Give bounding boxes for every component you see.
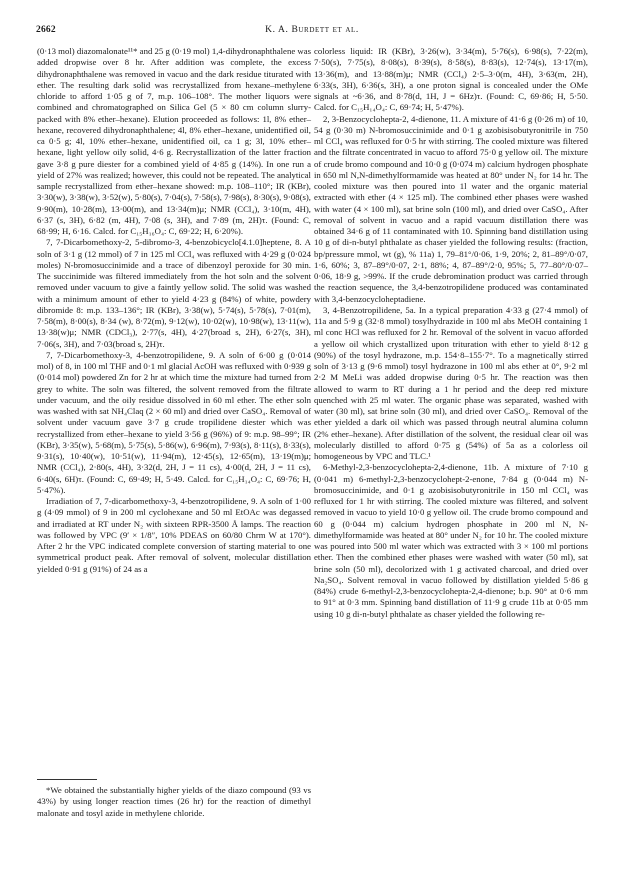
paragraph: 7, 7-Dicarbomethoxy-2, 5-dibromo-3, 4-benzobicyclo[4.1.0]heptene, 8. A soln of 3·1 g (12 mmol) of 7 in 125 ml CCl₄ was refluxed with 4·29 g (0·024 moles) N-bromosuccinimide and a trace of dibenzoyl peroxide for 30 min. The succinimide was filtered immediately from the hot soln and the solvent removed under vacuum to give a faintly yellow solid. The solid was washed with a minimum amount of ether to yield 4·23 g (84%) of white, powdery dibromide 8: m.p. 133–136°; IR (KBr), 3·38(w), 5·74(s), 5·78(s), 7·01(m), 7·58(m), 8·00(s), 8·34 (w), 8·72(m), 9·12(w), 10·02(w), 10·98(w), 13·11(w), 13·38(w)μ; NMR (CDCl₃), 2·77(s, 4H), 4·27(broad s, 2H), 6·27(s, 3H), 7·06(s, 3H), and 7·03(broad s, 2H)τ. [37,237,311,349]
paragraph: 6-Methyl-2,3-benzocyclohepta-2,4-dienone, 11b. A mixture of 7·10 g (0·041 m) 6-methyl-2,3-benzocyclohept-2-enone, 7·84 g (0·044 m) N-bromosuccinimide, and 0·1 g azobisisobutyronitrile in 150 ml CCl₄ was refluxed for 1 hr with stirring. The cooled mixture was filtered, and solvent removed in vacuo to yield 10·0 g yellow oil. The crude bromo compound and 60 g (0·044 m) calcium hydrogen phosphate in 200 ml N, N-dimethylformamide was heated at 80° under N₂ for 10 hr. The cooled mixture was poured into 500 ml water which was extracted with 3 × 100 ml portions ether. Then the combined ether phases were washed with water (50 ml), sat brine soln (50 ml), decolorized with 1 g activated charcoal, and dried over Na₂SO₄. Solvent removal in vacuo followed by distillation yielded 5·86 g (84%) crude 6-methyl-2,3-benzocyclohepta-2,4-dienone; b.p. 90° at 0·6 mm to 91° at 0·3 mm. Spinning band distillation of 11·9 g crude 11b at 0·05 mm using 10 g di-n-butyl phthalate as chaser yielded the following re- [314,462,588,619]
paragraph: colorless liquid: IR (KBr), 3·26(w), 3·34(m), 5·76(s), 6·98(s), 7·22(m), 7·50(s), 7·75(s), 8·08(s), 8·39(s), 8·58(s), 8·83(s), 12·74(s), 13·17(m), 13·36(m), and 13·88(m)μ; NMR (CCl₄) 2·5–3·0(m, 4H), 3·63(m, 2H), 6·33(s, 3H), 6·36(s, 3H), a one proton signal is concealed under the OMe signals at ~6·36, and 8·78(d, 1H, J = 6Hz)τ. (Found: C, 69·86; H, 5·50. Calcd. for C₁₅H₁₄O₄: C, 69·74; H, 5·47%). [314,46,588,113]
paragraph: Irradiation of 7, 7-dicarbomethoxy-3, 4-benzotropilidene, 9. A soln of 1·00 g (4·09 mmol) of 9 in 200 ml cyclohexane and 50 ml EtOAc was degassed and irradiated at RT under N₂ with sixteen RPR-3500 Å lamps. The reaction was followed by VPC (9′ × 1/8″, 10% PDEAS on 60/80 Chrm W at 170°). After 2 hr the VPC indicated complete conversion of starting material to one symmetrical product peak. After removal of solvent, molecular distillation yielded 0·91 g (91%) of 24 as a [37,496,311,574]
right-column [314,46,588,620]
footnote [37,785,311,819]
page-number: 2662 [36,25,56,35]
footnote-text: *We obtained the substantially higher yields of the diazo compound (93 vs 43%) by using longer reaction times (26 hr) for the reaction of dimethyl malonate and tosyl azide in methylene chloride. [37,785,311,818]
paragraph: 7, 7-Dicarbomethoxy-3, 4-benzotropilidene, 9. A soln of 6·00 g (0·014 mol) of 8, in 100 ml THF and 0·1 ml glacial AcOH was refluxed with 0·939 g (0·014 mol) powdered Zn for 2 hr at which time the mixture had turned from grey to white. The soln was filtered, the solvent removed from the filtrate under vacuum, and the oily residue dissolved in 60 ml ether. The ether soln was washed with sat NH₄Claq (2 × 60 ml) and dried over CaSO₄. Removal of solvent under vacuum gave 3·7 g crude tropilidene diester which was recrystallized from ether–hexane to yield 3·56 g (96%) of 9: m.p. 98–99°; IR (KBr), 3·35(w), 5·68(m), 5·75(s), 5·86(w), 6·96(m), 7·93(s), 8·11(s), 8·33(s), 9·31(s), 10·40(w), 10·51(w), 11·94(m), 12·45(s), 12·65(m), 13·19(m)μ; NMR (CCl₄), 2·80(s, 4H), 3·32(d, 2H, J = 11 cs), 4·00(d, 2H, J = 11 cs), 6·40(s, 6H)τ. (Found: C, 69·49; H, 5·49. Calcd. for C₁₅H₁₄O₄: C, 69·76; H, 5·47%). [37,349,311,495]
page-header [36,25,588,39]
left-column [37,46,311,575]
paragraph: 2, 3-Benzocycloheptа-2, 4-dienone, 11. A mixture of 41·6 g (0·26 m) of 10, 54 g (0·30 m) N-bromosuccinimide and 0·1 g azobisisobutyronitrile in 750 ml CCl₄ was refluxed for 0·5 hr with stirring. The cooled mixture was filtered and the filtrate concentrated in vacuo to afford 75·0 g yellow oil. The mixture of crude bromo compound and 10·0 g (0·074 m) calcium hydrogen phosphate in 650 ml N,N-dimethylformamide was heated at 80° under N₂ for 14 hr. The cooled mixture was then poured into 1l water and the organic material extracted with ether (4 × 125 ml). The combined ether phases were washed with water (4 × 100 ml), sat brine soln (100 ml), and dried over CaSO₄. After removal of solvent in vacuo and a rapid vacuum distillation there was obtained 34·6 g of 11 contaminated with 10. Spinning band distillation using 10 g of di-n-butyl phthalate as chaser yielded the following results: (fraction, bp/pressure mmol, wt (g), % 11a) 1, 79–81°/0·06, 1·9, 20%; 2, 81–89°/0·07, 1·6, 60%; 3, 87–89°/0·07, 2·1, 88%; 4, 87–89°/2·0, 95%; 5, 77–80°/0·07–0·06, 18·9 g, >99%. If the crude debromination product was carried through the reaction sequence, the 3,4-benzotropilidene produced was contaminated with 3,4-benzocycloheptadiene. [314,113,588,304]
paragraph: 3, 4-Benzotropilidene, 5a. In a typical preparation 4·33 g (27·4 mmol) of 11a and 5·9 g (32·8 mmol) tosylhydrazide in 100 ml abs MeOH containing 1 ml conc HCl was refluxed for 2 hr. Removal of the solvent in vacuo afforded a yellow oil which crystallized upon trituration with ether to yield 8·12 g (90%) of the tosyl hydrazone, m.p. 154·8–155·7°. To a magnetically stirred soln of 3·13 g (9·6 mmol) tosyl hydrazone in 100 ml abs ether at 0°, 9·2 ml 2·2 M MeLi was added dropwise during 0·5 hr. The reaction was then allowed to warm to RT during a 1 hr period and the deep red mixture quenched with 25 ml water. The organic phase was separated, washed with water (30 ml), sat brine soln (30 ml), and dried over CaSO₄. Removal of the ether yielded a dark oil which was passed through neutral alumina column (2% ether–hexane). After distillation of the solvent, the residual clear oil was molecularly distilled to afford 0·75 g (54%) of 5a as a colorless oil homogeneous by VPC and TLC.¹ [314,304,588,461]
paragraph: (0·13 mol) diazomalonate¹¹* and 25 g (0·19 mol) 1,4-dihydronaphthalene was added dropwise over 8 hr. After addition was complete, the excess dihydronaphthalene was removed in vacuo and the dark residue titurated with ether. The resulting dark solid was recrystallized from hexane–methylene chloride to afford 1·05 g of 7, m.p. 106–108°. The mother liquors were combined and chromatographed on Silica Gel (5 × 80 cm column slurry-packed with 8% ether–hexane). Elution proceeded as follows: 1l, 8% ether–hexane, recovered dihydronaphthalene; 4l, 8% ether–hexane, unidentified oil, ca 0·5 g; 4l, 10% ether–hexane, unidentified oil, ca 1 g; 3l, 10% ether–hexane, light yellow oily solid, 4·6 g. Recrystallization of the latter fraction gave 3·8 g pure diester for a combined yield of 4·85 g (14%). In one run a yield of 27% was realized; however, this could not be repeated. The analytical sample recrystallized from ether–hexane showed: m.p. 108–110°; IR (KBr), 3·30(w), 3·38(w), 3·52(w), 5·80(s), 7·04(s), 7·58(s), 7·98(s), 8·30(s), 9·08(s), 9·90(m), 10·28(m), 13·00(m), and 13·34(m)μ; NMR (CCl₄), 3·10(m, 4H), 6·37 (s, 3H), 6·82 (m, 4H), 7·08 (s, 3H), and 7·89 (m, 2H)τ. (Found: C, 68·99; H, 6·16. Calcd. for C₁₅H₁₆O₄: C, 69·22; H, 6·20%). [37,46,311,236]
running-head: K. A. Burdett et al. [265,25,359,35]
footnote-rule [37,779,97,780]
